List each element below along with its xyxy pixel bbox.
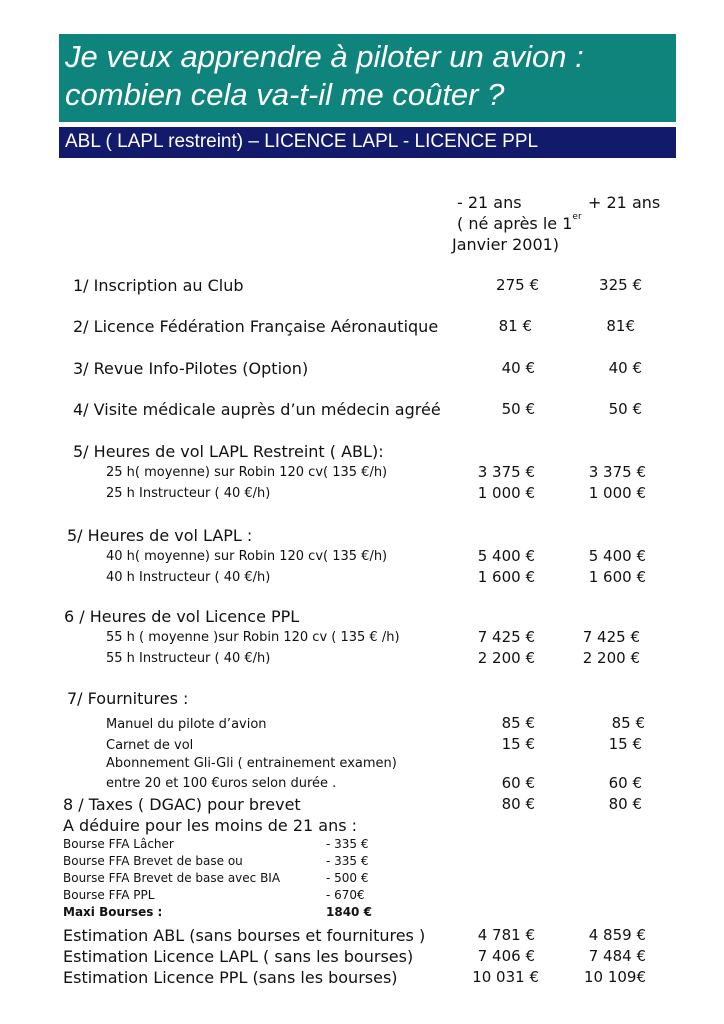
item-over21: 40 €	[608, 359, 642, 377]
column-header-over-21: + 21 ans	[588, 193, 661, 212]
supply-gligli-over21: 60 €	[608, 774, 642, 792]
column-header-under-21: - 21 ans	[457, 193, 522, 212]
section-heading-lapl: 5/ Heures de vol LAPL :	[67, 526, 253, 545]
supply-gligli-label: Abonnement Gli-Gli ( entrainement examen)	[106, 756, 397, 771]
item-label: 2/ Licence Fédération Française Aéronautique	[73, 317, 439, 336]
item-over21: 81€	[606, 317, 635, 335]
ppl-row-under21: 7 425 €	[477, 628, 535, 646]
abl-row-label: 25 h( moyenne) sur Robin 120 cv( 135 €/h)	[106, 465, 388, 480]
bourse-value: - 335 €	[326, 854, 369, 868]
item-under21: 40 €	[501, 359, 535, 377]
maxi-bourses-label: Maxi Bourses :	[63, 905, 163, 919]
column-note-born-after: ( né après le 1er	[457, 212, 582, 233]
ppl-row-label: 55 h ( moyenne )sur Robin 120 cv ( 135 € /h)	[106, 630, 400, 645]
ppl-row-over21: 7 425 €	[582, 628, 640, 646]
item-under21: 50 €	[501, 400, 535, 418]
bourse-value: - 670€	[326, 888, 365, 902]
ppl-row-label: 55 h Instructeur ( 40 €/h)	[106, 651, 271, 666]
section-heading-ppl: 6 / Heures de vol Licence PPL	[64, 607, 300, 626]
page-subtitle: ABL ( LAPL restreint) – LICENCE LAPL - LICENCE PPL	[65, 131, 539, 152]
maxi-bourses-value: 1840 €	[326, 905, 372, 919]
taxes-over21: 80 €	[608, 795, 642, 813]
abl-row-under21: 3 375 €	[477, 463, 535, 481]
bourse-value: - 500 €	[326, 871, 369, 885]
item-over21: 325 €	[599, 276, 642, 294]
bourse-label: Bourse FFA PPL	[63, 888, 155, 902]
item-under21: 81 €	[498, 317, 532, 335]
bourse-value: - 335 €	[326, 837, 369, 851]
item-over21: 50 €	[608, 400, 642, 418]
page-title-line-2: combien cela va-t-il me coûter ?	[65, 77, 505, 112]
subtitle-banner	[59, 127, 676, 158]
taxes-under21: 80 €	[501, 795, 535, 813]
supply-logbook-under21: 15 €	[501, 735, 535, 753]
estimate-over21: 4 859 €	[588, 926, 646, 944]
taxes-label: 8 / Taxes ( DGAC) pour brevet	[63, 795, 301, 814]
lapl-row-over21: 1 600 €	[588, 568, 646, 586]
item-label: 3/ Revue Info-Pilotes (Option)	[73, 359, 309, 378]
estimate-under21: 4 781 €	[477, 926, 535, 944]
supply-gligli-under21: 60 €	[501, 774, 535, 792]
deduct-heading: A déduire pour les moins de 21 ans :	[63, 816, 358, 835]
estimate-label: Estimation Licence LAPL ( sans les bourses)	[63, 947, 414, 966]
ppl-row-under21: 2 200 €	[477, 649, 535, 667]
abl-row-over21: 1 000 €	[588, 484, 646, 502]
section-heading-supplies: 7/ Fournitures :	[67, 689, 189, 708]
page-title-line-1: Je veux apprendre à piloter un avion :	[65, 39, 584, 74]
title-banner	[59, 34, 676, 122]
supply-gligli-price-range: entre 20 et 100 €uros selon durée .	[106, 776, 337, 791]
supply-logbook-label: Carnet de vol	[106, 738, 194, 753]
estimate-over21: 7 484 €	[588, 947, 646, 965]
estimate-label: Estimation Licence PPL (sans les bourses)	[63, 968, 398, 987]
supply-manual-under21: 85 €	[501, 714, 535, 732]
estimate-under21: 10 031 €	[472, 968, 539, 986]
ppl-row-over21: 2 200 €	[582, 649, 640, 667]
abl-row-label: 25 h Instructeur ( 40 €/h)	[106, 486, 271, 501]
lapl-row-label: 40 h Instructeur ( 40 €/h)	[106, 570, 271, 585]
item-label: 4/ Visite médicale auprès d’un médecin agréé	[73, 400, 441, 419]
abl-row-over21: 3 375 €	[588, 463, 646, 481]
bourse-label: Bourse FFA Brevet de base ou	[63, 854, 243, 868]
lapl-row-under21: 1 600 €	[477, 568, 535, 586]
estimate-label: Estimation ABL (sans bourses et fournitures )	[63, 926, 426, 945]
lapl-row-over21: 5 400 €	[588, 547, 646, 565]
abl-row-under21: 1 000 €	[477, 484, 535, 502]
bourse-label: Bourse FFA Brevet de base avec BIA	[63, 871, 281, 885]
estimate-over21: 10 109€	[583, 968, 646, 986]
estimate-under21: 7 406 €	[477, 947, 535, 965]
column-note-january: Janvier 2001)	[452, 235, 560, 254]
bourse-label: Bourse FFA Lâcher	[63, 837, 174, 851]
lapl-row-label: 40 h( moyenne) sur Robin 120 cv( 135 €/h)	[106, 549, 388, 564]
section-heading-abl: 5/ Heures de vol LAPL Restreint ( ABL):	[73, 442, 384, 461]
item-label: 1/ Inscription au Club	[73, 276, 244, 295]
supply-manual-label: Manuel du pilote d’avion	[106, 717, 267, 732]
lapl-row-under21: 5 400 €	[477, 547, 535, 565]
item-under21: 275 €	[496, 276, 539, 294]
supply-logbook-over21: 15 €	[608, 735, 642, 753]
supply-manual-over21: 85 €	[611, 714, 645, 732]
